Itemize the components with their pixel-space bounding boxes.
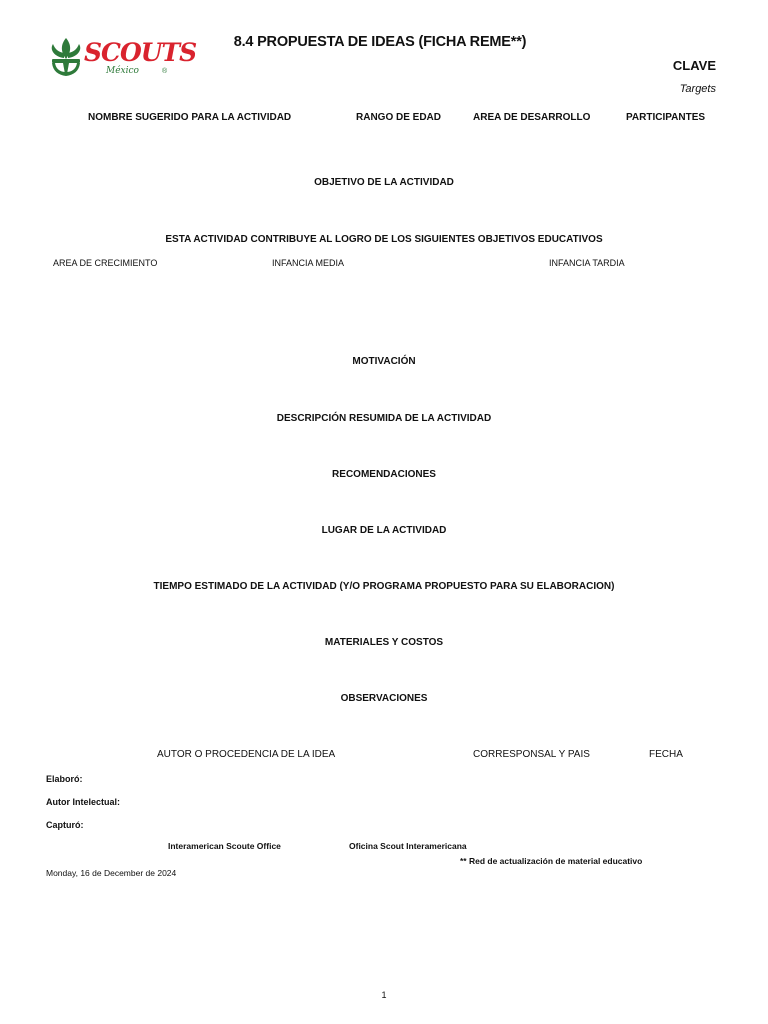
registered-mark: ® [162, 68, 168, 75]
infancia-media-label: INFANCIA MEDIA [272, 258, 345, 268]
corresponsal-pais-label: CORRESPONSAL Y PAIS [473, 749, 590, 760]
page-number: 1 [381, 990, 387, 1000]
col-nombre-header: NOMBRE SUGERIDO PARA LA ACTIVIDAD [88, 112, 292, 123]
office-spanish: Oficina Scout Interamericana [349, 841, 467, 851]
section-contribuye: ESTA ACTIVIDAD CONTRIBUYE AL LOGRO DE LOS SIGUIENTES OBJETIVOS EDUCATIVOS [165, 234, 603, 245]
section-lugar: LUGAR DE LA ACTIVIDAD [321, 525, 447, 536]
section-observaciones: OBSERVACIONES [340, 693, 428, 704]
col-participantes-header: PARTICIPANTES [626, 112, 706, 123]
infancia-tardia-label: INFANCIA TARDIA [549, 258, 625, 268]
section-descripcion: DESCRIPCIÓN RESUMIDA DE LA ACTIVIDAD [276, 413, 492, 424]
area-crecimiento-label: AREA DE CRECIMIENTO [53, 258, 158, 268]
office-english: Interamerican Scoute Office [168, 841, 281, 851]
section-materiales: MATERIALES Y COSTOS [324, 637, 444, 648]
section-motivacion: MOTIVACIÓN [352, 356, 416, 367]
targets-label: Targets [679, 83, 716, 95]
section-objetivo: OBJETIVO DE LA ACTIVIDAD [314, 177, 454, 188]
col-area-header: AREA DE DESARROLLO [473, 112, 591, 123]
section-tiempo: TIEMPO ESTIMADO DE LA ACTIVIDAD (Y/O PROGRAMA PROPUESTO PARA SU ELABORACION) [153, 581, 615, 592]
capturo-label: Capturó: [46, 820, 84, 830]
logo-wordmark: SCOUTS [84, 38, 197, 67]
section-recomendaciones: RECOMENDACIONES [332, 469, 436, 480]
autor-procedencia-label: AUTOR O PROCEDENCIA DE LA IDEA [157, 749, 336, 760]
elaboro-label: Elaboró: [46, 774, 83, 784]
fecha-label: FECHA [649, 749, 683, 760]
page-title: 8.4 PROPUESTA DE IDEAS (FICHA REME**) [233, 34, 527, 50]
clave-label: CLAVE [672, 58, 716, 73]
document-date: Monday, 16 de December de 2024 [46, 868, 177, 878]
logo-subtext: México [106, 66, 139, 76]
red-note: ** Red de actualización de material educativo [460, 856, 643, 866]
autor-intelectual-label: Autor Intelectual: [46, 797, 121, 807]
col-rango-header: RANGO DE EDAD [356, 112, 442, 123]
